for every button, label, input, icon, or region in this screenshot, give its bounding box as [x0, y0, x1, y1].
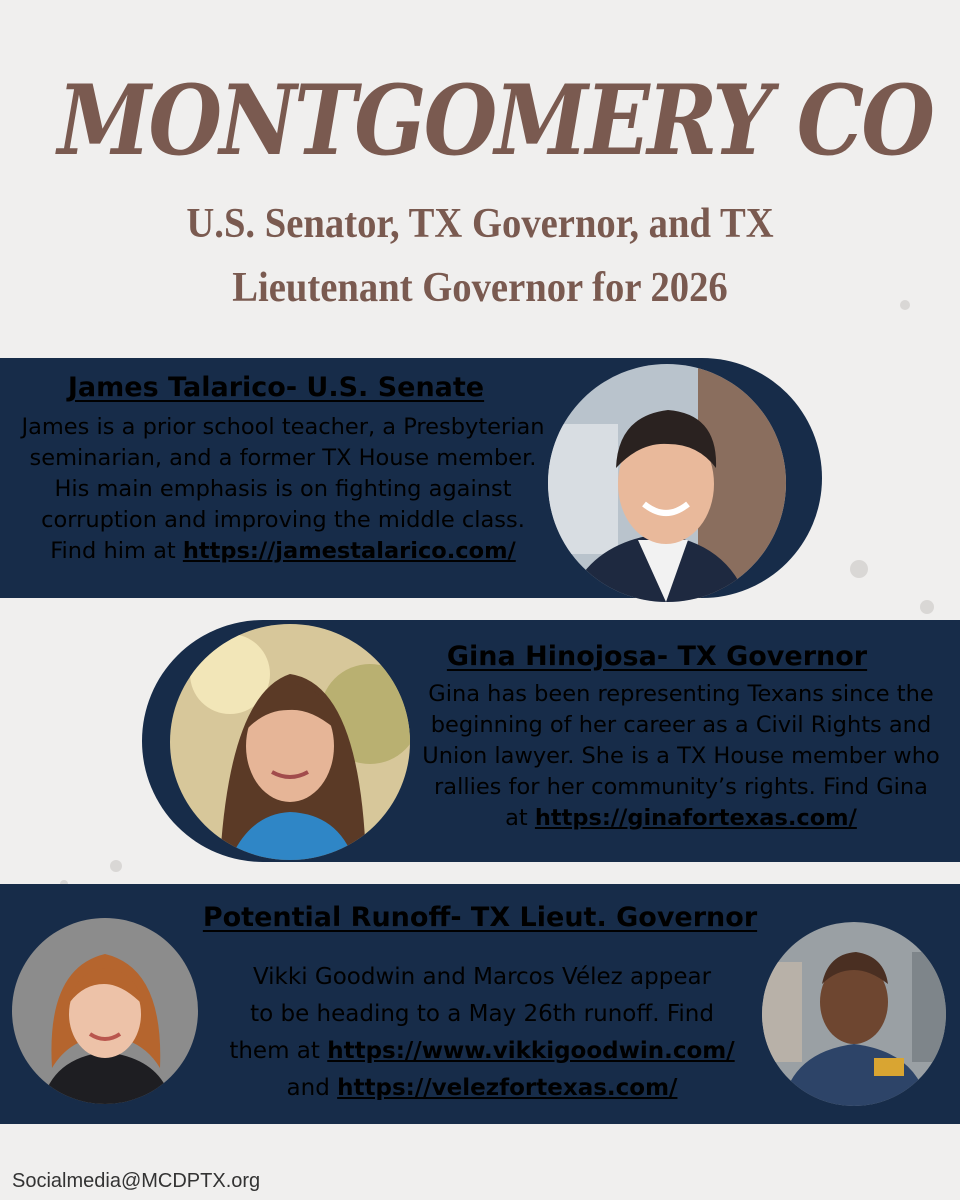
page-title: MONTGOMERY CO — [57, 64, 933, 177]
hinojosa-bio-line: Union lawyer. She is a TX House member who — [422, 743, 940, 769]
subtitle-line-1: U.S. Senator, TX Governor, and TX — [186, 201, 774, 247]
talarico-link-prefix: Find him at — [50, 538, 183, 564]
subtitle-line-2: Lieutenant Governor for 2026 — [232, 265, 728, 311]
runoff-link2-prefix: and — [286, 1075, 338, 1101]
talarico-bio-line: corruption and improving the middle class. — [41, 507, 525, 533]
velez-photo — [762, 922, 946, 1106]
background-speck — [850, 560, 868, 578]
talarico-heading: James Talarico- U.S. Senate — [67, 372, 485, 403]
hinojosa-photo — [170, 624, 410, 860]
talarico-website-link[interactable]: https://jamestalarico.com/ — [182, 538, 516, 564]
background-speck — [900, 300, 910, 310]
hinojosa-bio-line: Gina has been representing Texans since the — [428, 681, 934, 707]
hinojosa-heading: Gina Hinojosa- TX Governor — [446, 641, 868, 672]
goodwin-photo — [12, 918, 198, 1104]
page-subtitle — [158, 192, 802, 320]
background-speck — [110, 860, 122, 872]
talarico-bio-line: James is a prior school teacher, a Presbyterian — [21, 414, 545, 440]
hinojosa-website-link[interactable]: https://ginafortexas.com/ — [534, 805, 857, 831]
hinojosa-bio — [402, 679, 960, 834]
hinojosa-bio-line: rallies for her community’s rights. Find Gina — [434, 774, 928, 800]
hinojosa-bio-line: beginning of her career as a Civil Rights and — [430, 712, 932, 738]
talarico-bio-line: seminarian, and a former TX House member. — [29, 445, 537, 471]
hinojosa-link-prefix: at — [505, 805, 535, 831]
runoff-bio-line: Vikki Goodwin and Marcos Vélez appear — [252, 964, 712, 990]
talarico-bio — [0, 412, 566, 567]
background-speck — [920, 600, 934, 614]
runoff-bio-line: to be heading to a May 26th runoff. Find — [250, 1001, 714, 1027]
runoff-heading: Potential Runoff- TX Lieut. Governor — [202, 902, 758, 933]
runoff-bio — [200, 959, 764, 1107]
goodwin-website-link[interactable]: https://www.vikkigoodwin.com/ — [327, 1038, 735, 1064]
footer-email[interactable]: Socialmedia@MCDPTX.org — [12, 1170, 261, 1192]
runoff-link-prefix: them at — [229, 1038, 328, 1064]
talarico-bio-line: His main emphasis is on fighting against — [54, 476, 512, 502]
velez-website-link[interactable]: https://velezfortexas.com/ — [337, 1075, 678, 1101]
talarico-photo — [548, 364, 786, 602]
